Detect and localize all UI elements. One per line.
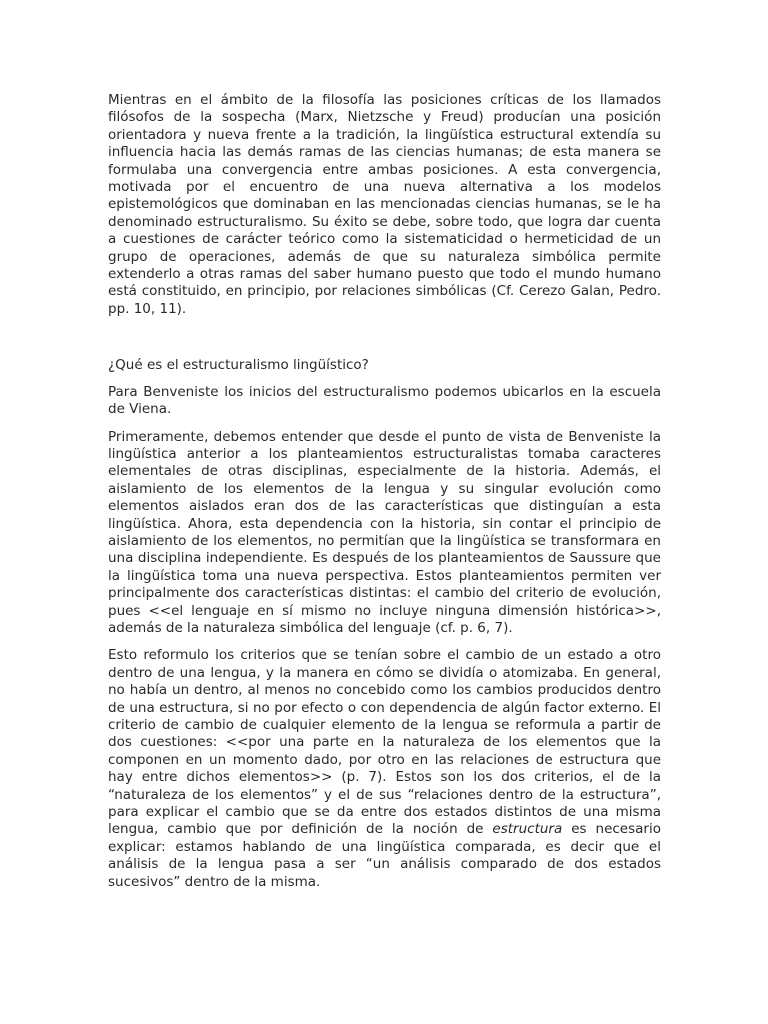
section-heading: ¿Qué es el estructuralismo lingüístico? xyxy=(108,357,369,374)
paragraph-text-part-2: es necesario explicar: estamos hablando de una lingüística comparada, es decir que el análisis de la lengua pasa a ser “un análisis comparado de dos estados sucesivos” dentro de la misma. xyxy=(108,821,661,890)
paragraph-structure-change xyxy=(108,647,661,891)
paragraph-benveniste-vienna: Para Benveniste los inicios del estructuralismo podemos ubicarlos en la escuela de Viena. xyxy=(108,383,661,418)
paragraph-text-part-1: Esto reformulo los criterios que se tenían sobre el cambio de un estado a otro dentro de una lengua, y la manera en cómo se dividía o atomizaba. En general, no había un dentro, al menos no concebido como los cambios producidos dentro de una estructura, si no por efecto o con dependencia de algún factor externo. El criterio de cambio de cualquier elemento de la lengua se reformula a partir de dos cuestiones: <<por una parte en la naturaleza de los elementos que la componen en un momento dado, por otro en las relaciones de estructura que hay entre dichos elementos>> (p. 7). Estos son los dos criterios, el de la “naturaleza de los elementos” y el de sus “relaciones dentro de la estructura”, para explicar el cambio que se da entre dos estados distintos de una misma lengua, cambio que por definición de la noción de xyxy=(108,647,661,838)
paragraph-intro: Mientras en el ámbito de la filosofía las posiciones críticas de los llamados filósofos de la sospecha (Marx, Nietzsche y Freud) producían una posición orientadora y nueva frente a la tradición, la lingüística estructural extendía su influencia hacia las demás ramas de las ciencias humanas; de esta manera se formulaba una convergencia entre ambas posiciones. A esta convergencia, motivada por el encuentro de una nueva alternativa a los modelos epistemológicos que dominaban en las mencionadas ciencias humanas, se le ha denominado estructuralismo. Su éxito se debe, sobre todo, que logra dar cuenta a cuestiones de carácter teórico como la sistematicidad o hermeticidad de un grupo de operaciones, además de que su naturaleza simbólica permite extenderlo a otras ramas del saber humano puesto que todo el mundo humano está constituido, en principio, por relaciones simbólicas (Cf. Cerezo Galan, Pedro. pp. 10, 11). xyxy=(108,92,661,317)
italic-term-estructura: estructura xyxy=(492,821,563,838)
paragraph-saussure: Primeramente, debemos entender que desde el punto de vista de Benveniste la lingüística anterior a los planteamientos estructuralistas tomaba caracteres elementales de otras disciplinas, especialmente de la historia. Además, el aislamiento de los elementos de la lengua y su singular evolución como elementos aislados eran dos de las características que distinguían a esta lingüística. Ahora, esta dependencia con la historia, sin contar el principio de aislamiento de los elementos, no permitían que la lingüística se transformara en una disciplina independiente. Es después de los planteamientos de Saussure que la lingüística toma una nueva perspectiva. Estos planteamientos permiten ver principalmente dos características distintas: el cambio del criterio de evolución, pues <<el lenguaje en sí mismo no incluye ninguna dimensión histórica>>, además de la naturaleza simbólica del lenguaje (cf. p. 6, 7). xyxy=(108,428,661,636)
